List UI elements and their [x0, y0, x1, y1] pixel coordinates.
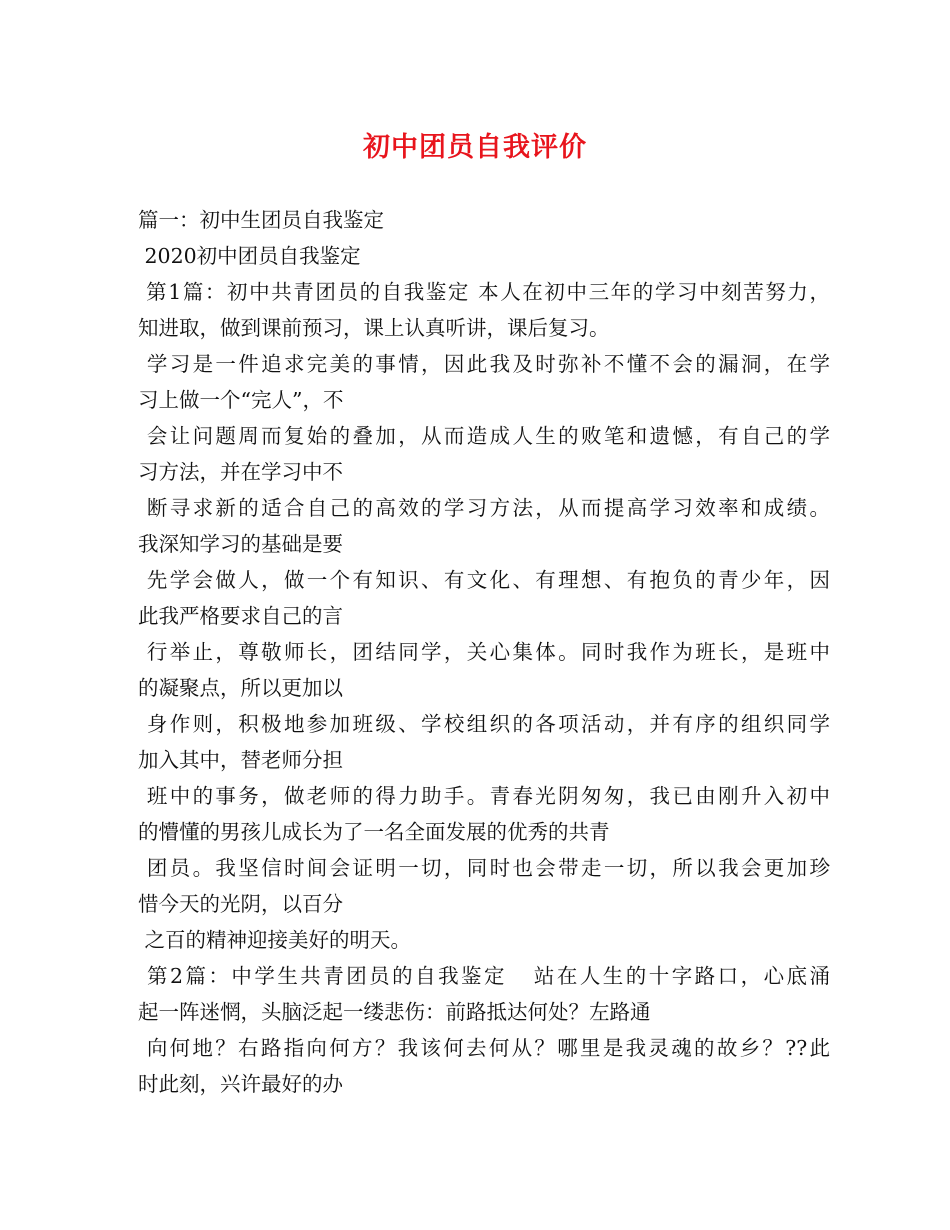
text-line: 加入其中，替老师分担: [138, 748, 343, 772]
text-line: 的凝聚点，所以更加以: [138, 676, 343, 700]
text-line: 我深知学习的基础是要: [138, 532, 343, 556]
text-line: 学习是一件追求完美的事情，因此我及时弥补不懂不会的漏洞，在学: [138, 352, 830, 376]
text-line: 先学会做人，做一个有知识、有文化、有理想、有抱负的青少年，因: [138, 568, 830, 592]
text-line: 之百的精神迎接美好的明天。: [138, 928, 412, 952]
text-line: 第1篇：初中共青团员的自我鉴定 本人在初中三年的学习中刻苦努力，: [138, 280, 830, 304]
text-line: 惜今天的光阴，以百分: [138, 892, 343, 916]
text-line: 会让问题周而复始的叠加，从而造成人生的败笔和遗憾，有自己的学: [138, 424, 830, 448]
text-line: 知进取，做到课前预习，课上认真听讲，课后复习。: [138, 316, 610, 340]
text-line: 此我严格要求自己的言: [138, 604, 343, 628]
text-line: 班中的事务，做老师的得力助手。青春光阴匆匆，我已由刚升入初中: [138, 784, 830, 808]
text-line: 的懵懂的男孩儿成长为了一名全面发展的优秀的共青: [138, 820, 610, 844]
document-title: 初中团员自我评价: [363, 132, 587, 163]
text-line: 时此刻，兴许最好的办: [138, 1072, 343, 1096]
text-line: 篇一：初中生团员自我鉴定: [138, 208, 384, 232]
text-line: 行举止，尊敬师长，团结同学，关心集体。同时我作为班长，是班中: [138, 640, 830, 664]
text-line: 习上做一个“完人”，不: [138, 388, 344, 412]
document-body: [138, 202, 830, 1102]
text-line: 身作则，积极地参加班级、学校组织的各项活动，并有序的组织同学: [138, 712, 830, 736]
text-line: 2020初中团员自我鉴定: [138, 244, 361, 268]
text-line: 团员。我坚信时间会证明一切，同时也会带走一切，所以我会更加珍: [138, 856, 830, 880]
text-line: 习方法，并在学习中不: [138, 460, 343, 484]
text-line: 起一阵迷惘，头脑泛起一缕悲伤：前路抵达何处？左路通: [138, 1000, 651, 1024]
text-line: 断寻求新的适合自己的高效的学习方法，从而提高学习效率和成绩。: [138, 496, 830, 520]
text-line: 第2篇：中学生共青团员的自我鉴定 站在人生的十字路口，心底涌: [138, 964, 830, 988]
text-line: 向何地？右路指向何方？我该何去何从？哪里是我灵魂的故乡？??此: [138, 1036, 830, 1060]
